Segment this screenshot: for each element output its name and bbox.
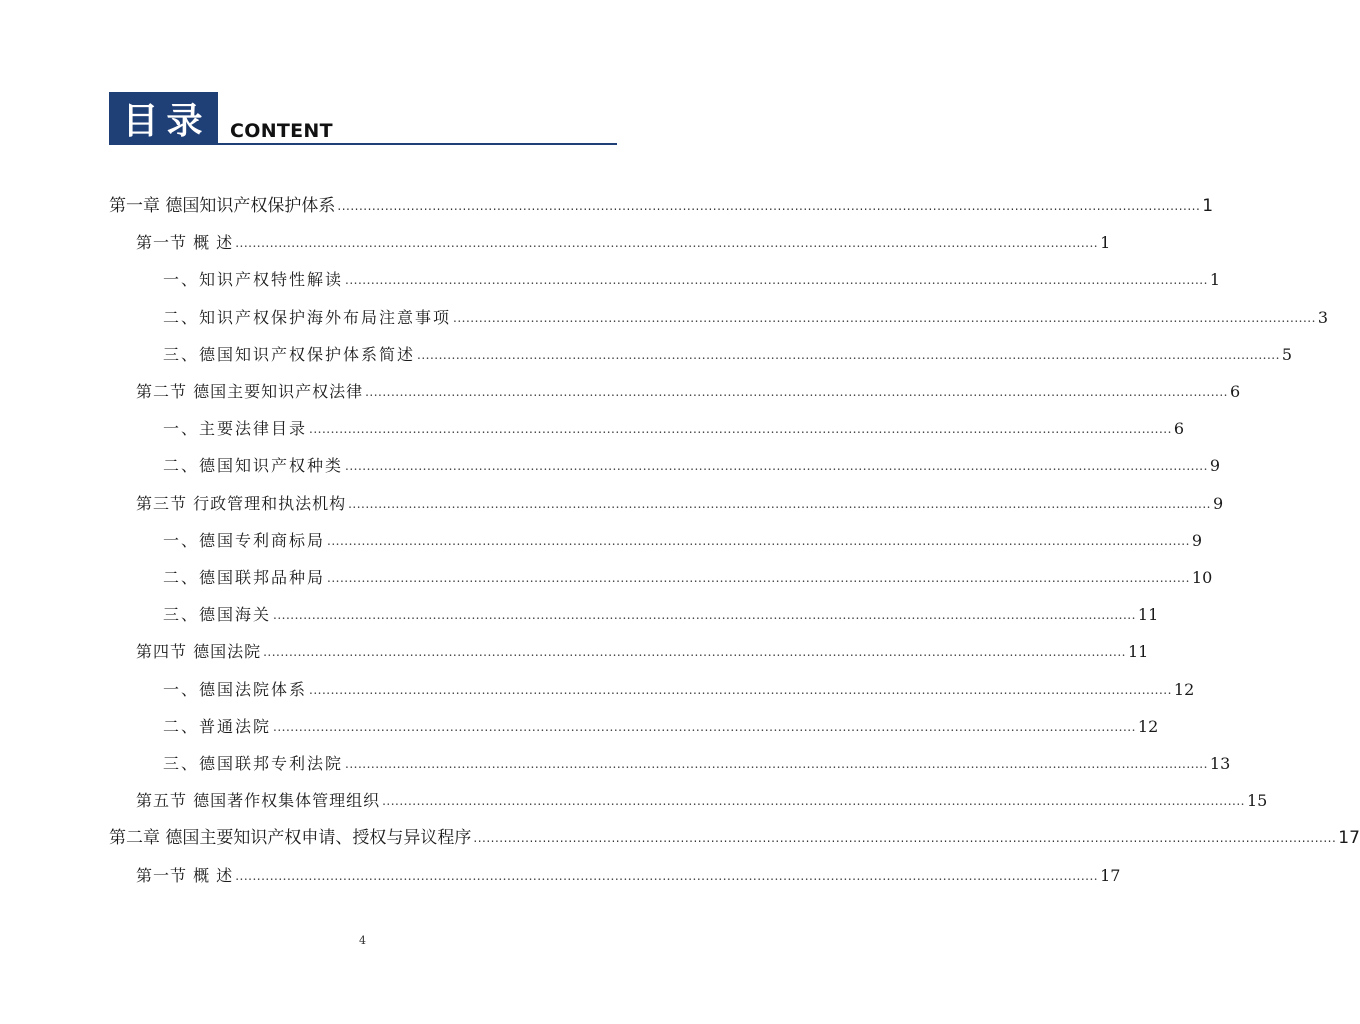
toc-entry-page: 17: [1100, 866, 1121, 885]
toc-entry-label: 二、知识产权保护海外布局注意事项: [163, 308, 452, 327]
toc-entry-item[interactable]: [163, 266, 1221, 290]
dot-leader: ........................................................................................................................................................................................................: [348, 497, 1211, 511]
toc-entry-page: 3: [1317, 308, 1329, 327]
toc-entry-page: 5: [1281, 345, 1293, 364]
toc-entry-label: 第四节 德国法院: [136, 642, 262, 661]
toc-entry-page: 15: [1246, 791, 1268, 810]
toc-entry-section[interactable]: [136, 229, 1111, 253]
dot-leader: ........................................................................................................................................................................................................: [273, 608, 1136, 622]
toc-entry-item[interactable]: [163, 415, 1185, 439]
toc-entry-label: 第二章 德国主要知识产权申请、授权与异议程序: [109, 828, 472, 848]
toc-entry-page: 1: [1100, 233, 1111, 252]
dot-leader: ........................................................................................................................................................................................................: [473, 831, 1337, 845]
dot-leader: ........................................................................................................................................................................................................: [382, 794, 1245, 808]
toc-entry-page: 10: [1191, 568, 1213, 587]
toc-entry-label: 三、德国海关: [163, 605, 272, 624]
toc-entry-page: 17: [1338, 828, 1360, 848]
toc-header: [109, 92, 617, 148]
toc-entry-item[interactable]: [163, 564, 1213, 588]
toc-entry-section[interactable]: [136, 378, 1241, 402]
dot-leader: ........................................................................................................................................................................................................: [273, 720, 1136, 734]
toc-entry-label: 第五节 德国著作权集体管理组织: [136, 791, 381, 810]
toc-entry-label: 一、知识产权特性解读: [163, 270, 344, 289]
dot-leader: ........................................................................................................................................................................................................: [345, 459, 1208, 473]
toc-entry-label: 一、德国专利商标局: [163, 531, 326, 550]
toc-entry-page: 9: [1191, 531, 1203, 550]
toc-entry-label: 第一节 概 述: [136, 866, 234, 885]
toc-entry-section[interactable]: [136, 787, 1268, 811]
toc-entry-item[interactable]: [163, 713, 1159, 737]
dot-leader: ........................................................................................................................................................................................................: [309, 422, 1172, 436]
toc-entry-section[interactable]: [136, 862, 1121, 886]
toc-entry-page: 6: [1173, 419, 1185, 438]
dot-leader: ........................................................................................................................................................................................................: [235, 236, 1099, 250]
toc-entry-page: 12: [1173, 680, 1195, 699]
dot-leader: ........................................................................................................................................................................................................: [345, 273, 1208, 287]
toc-entry-page: 1: [1209, 270, 1221, 289]
toc-entry-chapter[interactable]: [109, 192, 1214, 216]
toc-entry-item[interactable]: [163, 304, 1329, 328]
toc-subtitle: CONTENT: [230, 120, 333, 142]
dot-leader: ........................................................................................................................................................................................................: [327, 571, 1190, 585]
toc-entry-section[interactable]: [136, 490, 1224, 514]
toc-entry-page: 11: [1127, 642, 1149, 661]
dot-leader: ........................................................................................................................................................................................................: [309, 683, 1172, 697]
toc-entry-page: 11: [1137, 605, 1159, 624]
toc-entry-item[interactable]: [163, 527, 1203, 551]
toc-entry-item[interactable]: [163, 341, 1293, 365]
dot-leader: ........................................................................................................................................................................................................: [365, 385, 1228, 399]
toc-entry-page: 9: [1212, 494, 1224, 513]
toc-entry-label: 二、德国知识产权种类: [163, 456, 344, 475]
dot-leader: ........................................................................................................................................................................................................: [345, 757, 1208, 771]
toc-entry-page: 1: [1202, 196, 1214, 216]
dot-leader: ........................................................................................................................................................................................................: [417, 348, 1280, 362]
toc-entry-page: 12: [1137, 717, 1159, 736]
dot-leader: ........................................................................................................................................................................................................: [327, 534, 1190, 548]
toc-entry-item[interactable]: [163, 750, 1231, 774]
dot-leader: ........................................................................................................................................................................................................: [263, 645, 1126, 659]
toc-entry-chapter[interactable]: [109, 824, 1360, 848]
dot-leader: ........................................................................................................................................................................................................: [337, 199, 1201, 213]
toc-entry-item[interactable]: [163, 601, 1159, 625]
page-number: 4: [359, 934, 366, 947]
toc-entry-label: 一、德国法院体系: [163, 680, 308, 699]
toc-entry-label: 二、德国联邦品种局: [163, 568, 326, 587]
header-underline: [218, 143, 617, 145]
toc-entry-label: 第一节 概 述: [136, 233, 234, 252]
toc-title: 目录: [109, 92, 218, 145]
toc-entry-label: 三、德国知识产权保护体系简述: [163, 345, 416, 364]
toc-entry-item[interactable]: [163, 452, 1221, 476]
toc-entry-label: 第三节 行政管理和执法机构: [136, 494, 347, 513]
toc-entry-label: 一、主要法律目录: [163, 419, 308, 438]
toc-entry-item[interactable]: [163, 676, 1195, 700]
toc-entry-page: 13: [1209, 754, 1231, 773]
toc-entry-page: 9: [1209, 456, 1221, 475]
toc-entry-label: 三、德国联邦专利法院: [163, 754, 344, 773]
toc-entry-label: 第一章 德国知识产权保护体系: [109, 196, 336, 216]
toc-entry-page: 6: [1229, 382, 1241, 401]
dot-leader: ........................................................................................................................................................................................................: [453, 311, 1316, 325]
dot-leader: ........................................................................................................................................................................................................: [235, 869, 1099, 883]
toc-entry-section[interactable]: [136, 638, 1149, 662]
toc-entry-label: 二、普通法院: [163, 717, 272, 736]
toc-entry-label: 第二节 德国主要知识产权法律: [136, 382, 364, 401]
